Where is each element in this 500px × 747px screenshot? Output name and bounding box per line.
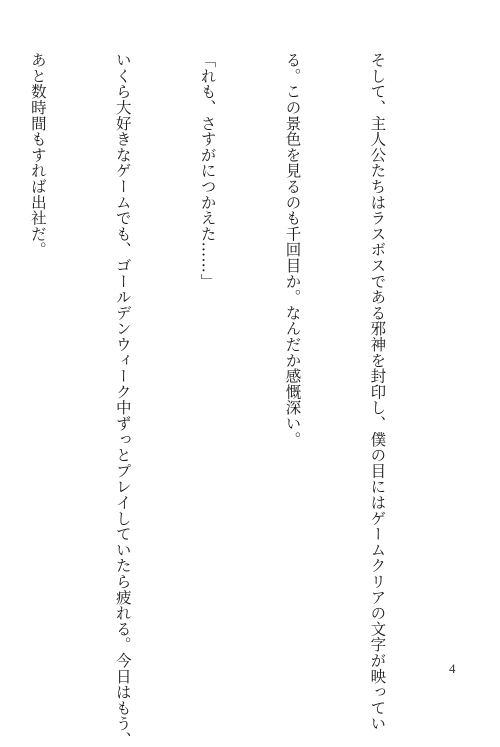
text-line: いくら大好きなゲームでも、ゴールデンウィーク中ずっとプレイしていたら疲れる。今日はもう、: [113, 52, 132, 747]
text-line: あと数時間もすれば出社だ。: [28, 52, 47, 258]
text-line: 「れも、さすがにつかえた……」: [198, 52, 217, 289]
text-line: そして、主人公たちはラスボスである邪神を封印し、僕の目にはゲームクリアの文字が映ってい: [368, 52, 387, 732]
text-line: る。この景色を見るのも千回目か。なんだか感慨深い。: [283, 52, 302, 447]
vertical-text-body: [0, 52, 448, 747]
page-number: 4: [449, 661, 456, 676]
